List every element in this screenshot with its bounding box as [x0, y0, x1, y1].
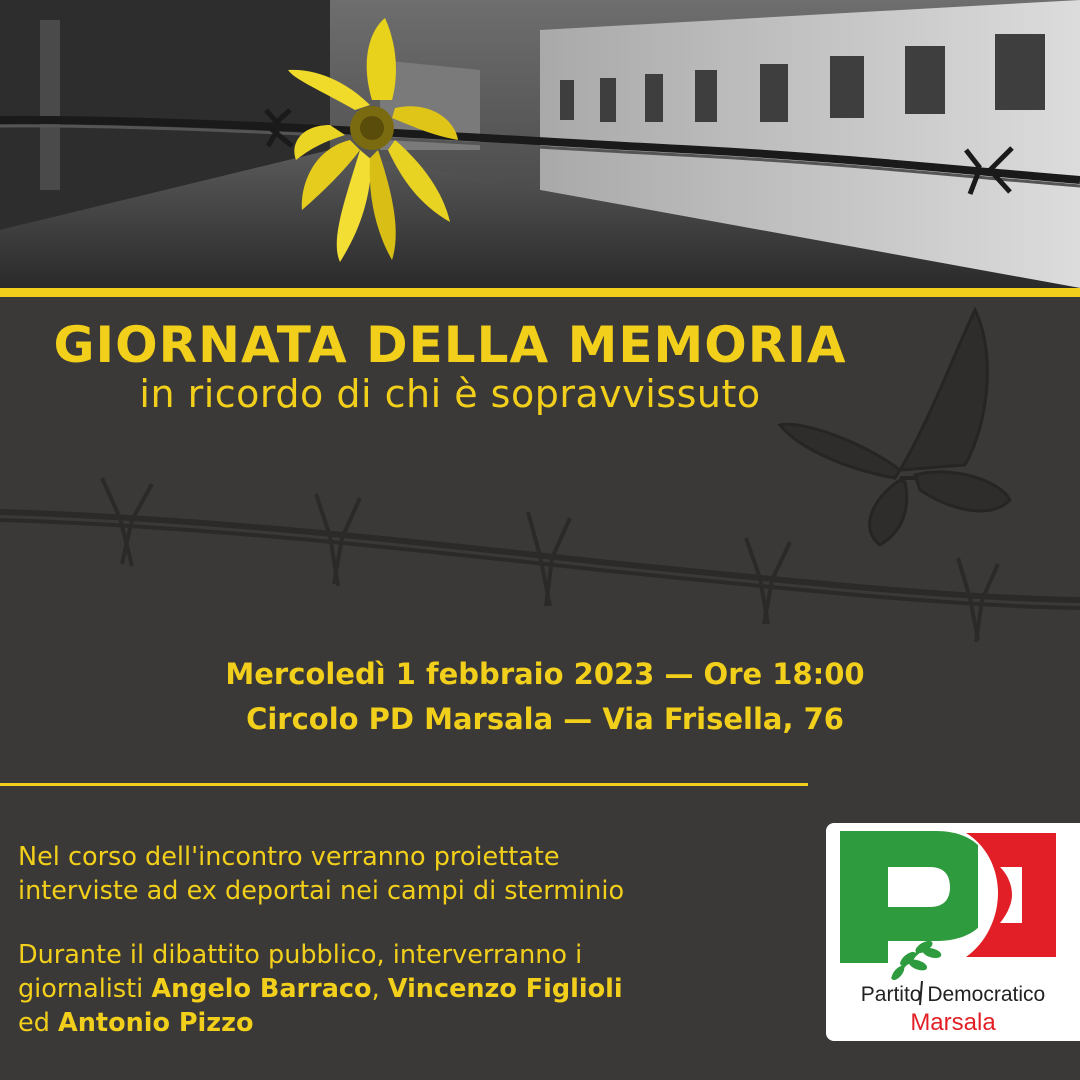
header-photo: [0, 0, 1080, 288]
event-date-time: Mercoledì 1 febbraio 2023 — Ore 18:00: [225, 657, 865, 691]
description-line: [18, 972, 623, 1006]
party-city: Marsala: [910, 1009, 996, 1036]
party-name: [826, 983, 1080, 1007]
description-line: interviste ad ex deportai nei campi di sterminio: [18, 876, 625, 906]
description-line: Nel corso dell'incontro verranno proiettate: [18, 842, 560, 872]
event-details: [150, 652, 940, 742]
party-word: Democratico: [927, 983, 1046, 1006]
olive-branch-icon: [890, 939, 942, 981]
speaker-name: Angelo Barraco: [151, 974, 372, 1004]
description-text: ,: [371, 974, 380, 1004]
camp-photo-illustration: [0, 0, 1080, 288]
speaker-name: Vincenzo Figlioli: [387, 974, 623, 1004]
description-text: ed: [18, 1008, 50, 1038]
pd-logo: [826, 823, 1080, 1041]
page-subtitle: in ricordo di chi è sopravvissuto: [139, 372, 761, 416]
description-line: Durante il dibattito pubblico, interverranno i: [18, 940, 583, 970]
description-paragraph-2: [18, 938, 623, 1040]
event-location: Circolo PD Marsala — Via Frisella, 76: [246, 702, 844, 736]
page-title: GIORNATA DELLA MEMORIA: [53, 316, 847, 374]
description-paragraph-1: [18, 840, 624, 908]
speaker-name: Antonio Pizzo: [57, 1008, 254, 1038]
description-line: [18, 1006, 623, 1040]
party-word: Partito: [860, 983, 922, 1006]
description-text: giornalisti: [18, 974, 144, 1004]
yellow-divider-band: [0, 288, 1080, 297]
section-divider: [0, 783, 808, 786]
